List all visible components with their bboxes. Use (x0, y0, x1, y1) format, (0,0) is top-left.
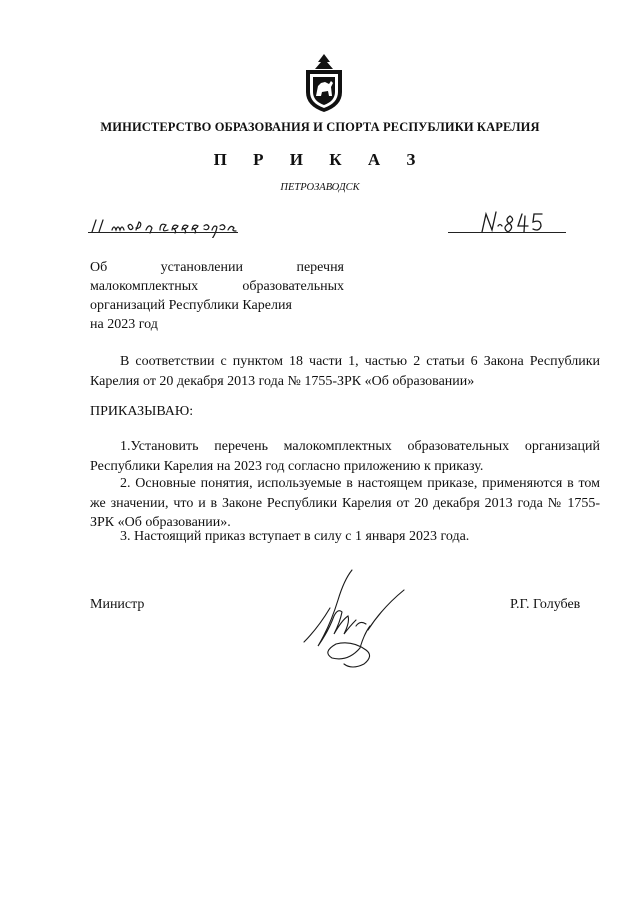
handwritten-date (90, 212, 240, 238)
date-underline (88, 232, 238, 233)
subject-line: малокомплектных образовательных (90, 279, 344, 294)
order-subject (90, 258, 344, 334)
city-name: ПЕТРОЗАВОДСК (280, 182, 360, 193)
order-item-1: 1.Установить перечень малокомплектных образовательных организаций Республики Карелия на 2023 год согласно приложению к приказу. (90, 439, 600, 474)
signer-position: Министр (90, 597, 145, 612)
karelia-coat-of-arms-icon (300, 52, 348, 114)
order-item-3: 3. Настоящий приказ вступает в силу с 1 января 2023 года. (120, 529, 470, 544)
preamble-paragraph: В соответствии с пунктом 18 части 1, частью 2 статьи 6 Закона Республики Карелия от 20 декабря 2013 года № 1755-ЗРК «Об образовании» (90, 354, 600, 389)
order-title: П Р И К А З (213, 150, 427, 169)
subject-line: Об установлении перечня (90, 260, 344, 275)
ministry-name: МИНИСТЕРСТВО ОБРАЗОВАНИЯ И СПОРТА РЕСПУБЛИКИ КАРЕЛИЯ (100, 120, 540, 134)
handwritten-signature-icon (290, 560, 420, 680)
subject-line: на 2023 год (90, 317, 158, 332)
signer-name: Р.Г. Голубев (510, 597, 581, 612)
order-word: ПРИКАЗЫВАЮ: (90, 404, 194, 419)
subject-line: организаций Республики Карелия (90, 298, 292, 313)
order-item-2: 2. Основные понятия, используемые в настоящем приказе, применяются в том же значении, что и в Законе Республики Карелия от 20 декабря 2013 года № 1755-ЗРК «Об образовании». (90, 476, 600, 530)
number-underline (448, 232, 566, 233)
